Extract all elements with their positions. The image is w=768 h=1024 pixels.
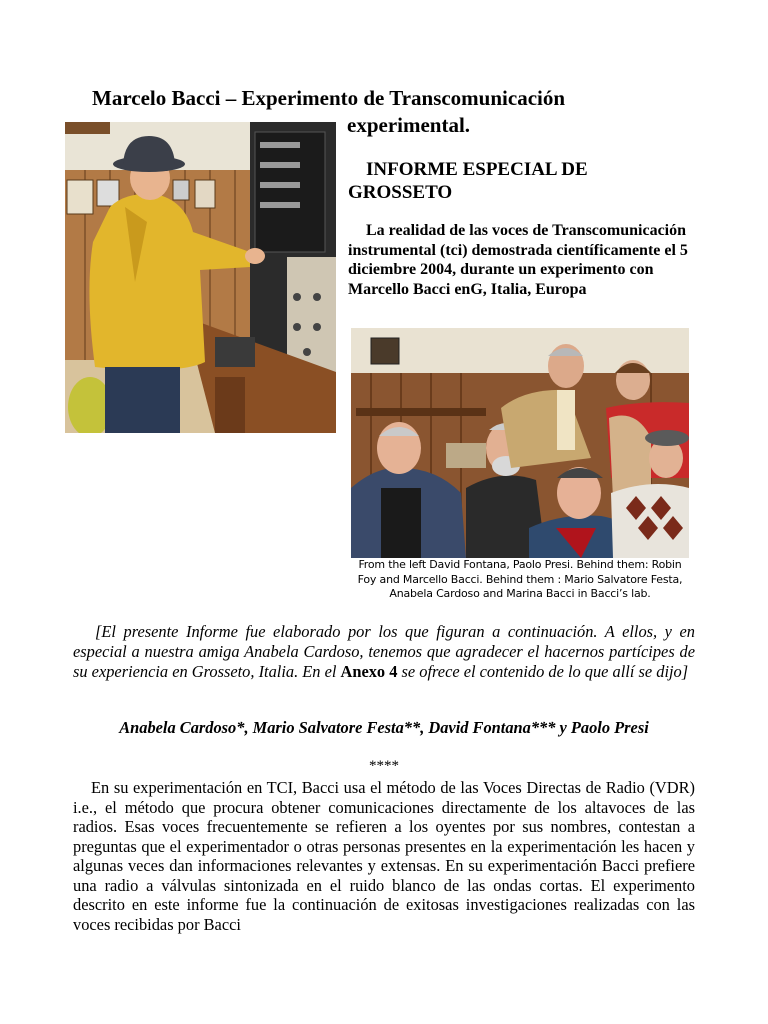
intro-text: La realidad de las voces de Transcomunicación instrumental (tci) demostrada científicamente el 5 diciembre 2004, durante un experimento con Marcello Bacci enG, Italia, Europa [348,222,688,298]
subhead-line2: GROSSETO [348,182,453,203]
editor-note [73,622,695,682]
subhead-line1: INFORME ESPECIAL DE [366,159,588,180]
intro-paragraph [348,221,693,299]
caption-line3: Anabela Cardoso and Marina Bacci in Bacci’s lab. [389,587,651,600]
body-paragraph [73,778,695,934]
note-text-before: [El presente Informe fue elaborado por los que figuran a continuación. A ellos, y en especial a nuestra amiga Anabela Cardoso, tenemos que agradecer el hacernos partícipes de su experiencia en Grosseto, Italia. En el [73,622,695,681]
body-text: En su experimentación en TCI, Bacci usa el método de las Voces Directas de Radio (VDR) i.e., el método que procura obtener comunicaciones directamente de los altavoces de las radios. Esas voces frecuentemente se refieren a los oyentes por sus nombres, contestan a preguntas que el experimentador o otras personas presentes en la experimentación les hacen y algunas veces dan informaciones relevantes y extensas. En su experimentación Bacci prefiere una radio a válvulas sintonizada en el ruido blanco de las ondas cortas. El experimento descrito en este informe fue la continuación de exitosas investigaciones realizadas con las voces recibidas por Bacci [73,778,695,934]
document-title-line1: Marcelo Bacci – Experimento de Transcomunicación [92,86,566,110]
note-text-after: se ofrece el contenido de lo que allí se dijo] [397,662,689,681]
caption-line1: From the left David Fontana, Paolo Presi. Behind them: Robin [358,558,682,571]
photo-caption [352,558,688,602]
author-list: Anabela Cardoso*, Mario Salvatore Festa**, David Fontana*** y Paolo Presi [119,718,649,737]
section-separator: **** [369,758,399,774]
caption-line2: Foy and Marcello Bacci. Behind them : Mario Salvatore Festa, [357,572,683,586]
photo-bacci-at-radio [65,122,336,433]
special-report-heading [348,158,648,204]
document-title-line2: experimental. [347,113,471,137]
photo-group-in-lab [351,328,689,558]
annex-reference: Anexo 4 [340,662,398,681]
